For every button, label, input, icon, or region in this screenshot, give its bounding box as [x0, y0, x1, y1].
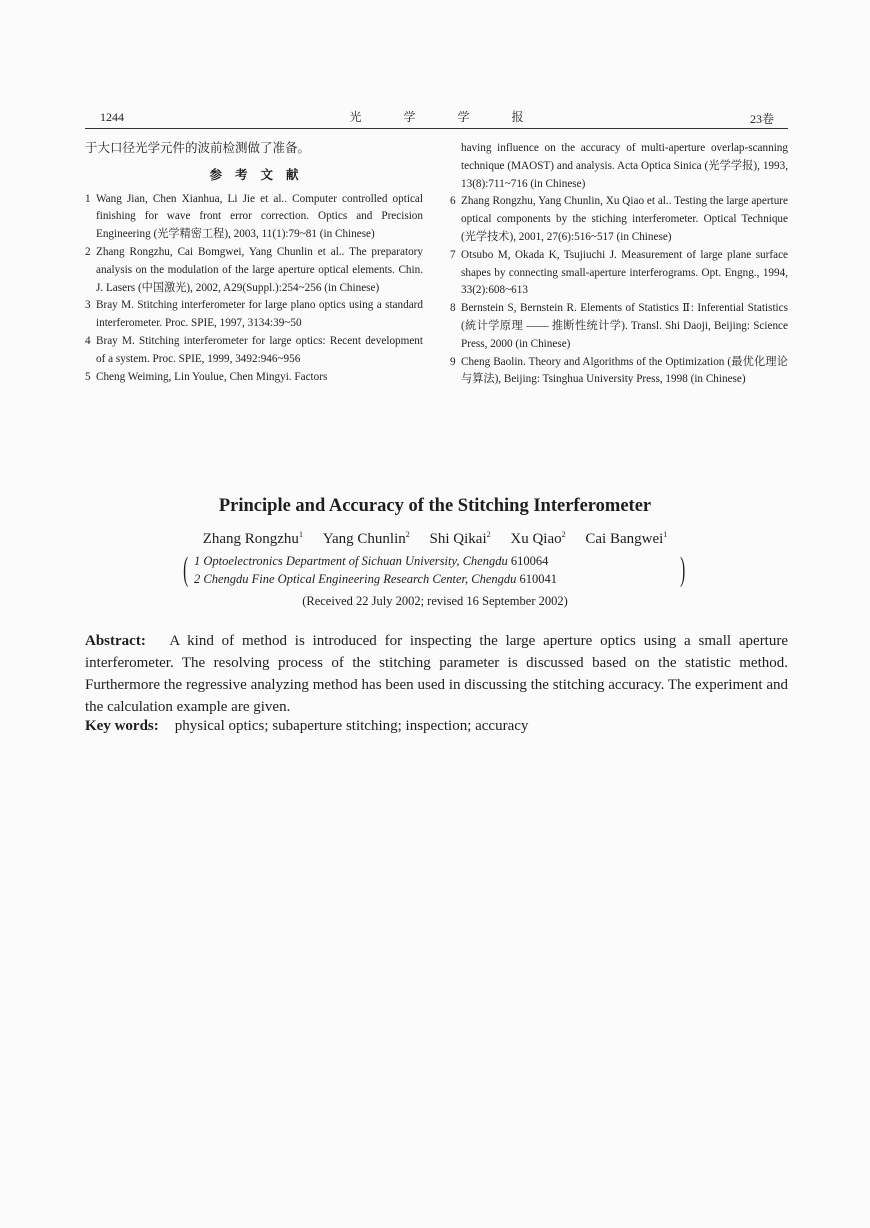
- affiliation-1: [194, 554, 548, 569]
- reference-item: [450, 300, 788, 353]
- journal-name: 光学学报: [349, 110, 566, 124]
- reference-item: [85, 244, 423, 297]
- author-affiliation-mark: 2: [561, 530, 566, 539]
- affiliations: [180, 552, 690, 592]
- author-name: Yang Chunlin: [322, 531, 406, 547]
- author-affiliation-mark: 2: [486, 530, 491, 539]
- volume-number: 23卷: [749, 112, 774, 126]
- reference-text: Otsubo M, Okada K, Tsujiuchi J. Measurement of large plane surface shapes by connecting small-aperture interferograms. Opt. Engng., 1994, 33(2):608~613: [461, 248, 788, 297]
- affiliation-name: 2 Chengdu Fine Optical Engineering Research Center, Chengdu: [194, 572, 517, 586]
- references-heading: 参考文献: [209, 167, 312, 182]
- running-header: [85, 106, 788, 129]
- left-paren: (: [183, 551, 189, 588]
- postal-code: 610064: [510, 554, 549, 568]
- author: [430, 531, 491, 547]
- reference-item: [85, 333, 423, 369]
- reference-number: 7: [450, 248, 456, 261]
- reference-text: Wang Jian, Chen Xianhua, Li Jie et al.. Computer controlled optical finishing for wave front error correction. Optics and Precision Engineering (光学精密工程), 2003, 11(1):79~81 (in Chinese): [96, 192, 423, 241]
- reference-continuation: [450, 140, 788, 193]
- author-list: [0, 530, 870, 548]
- reference-text: Zhang Rongzhu, Cai Bomgwei, Yang Chunlin et al.. The preparatory analysis on the modulation of the large aperture optical elements. Chin. J. Lasers (中国激光), 2002, A29(Suppl.):254~256 (in Chinese): [96, 245, 423, 294]
- author-affiliation-mark: 1: [663, 530, 668, 539]
- reference-item: [85, 369, 423, 387]
- author: [510, 531, 565, 547]
- reference-text: Cheng Weiming, Lin Youlue, Chen Mingyi. Factors: [96, 370, 328, 383]
- reference-item: [450, 354, 788, 390]
- reference-text: Bernstein S, Bernstein R. Elements of Statistics Ⅱ: Inferential Statistics (統计学原理 —— 推断性统计学). Transl. Shi Daoji, Beijing: Science Press, 2000 (in Chinese): [461, 302, 788, 350]
- english-title: Principle and Accuracy of the Stitching Interferometer: [218, 496, 652, 516]
- reference-number: 1: [85, 192, 91, 205]
- right-paren: ): [679, 551, 685, 588]
- reference-number: 4: [85, 334, 91, 347]
- affiliation-2: [194, 572, 557, 587]
- reference-text: Bray M. Stitching interferometer for large optics: Recent development of a system. Proc. SPIE, 1999, 3492:946~956: [96, 334, 423, 365]
- reference-number: 8: [450, 302, 456, 315]
- abstract: [85, 630, 788, 718]
- reference-text: having influence on the accuracy of multi-aperture overlap-scanning technique (MAOST) and analysis. Acta Optica Sinica (光学学报), 1993, 13(8):711~716 (in Chinese): [461, 142, 788, 190]
- postal-code: 610041: [519, 572, 558, 586]
- reference-item: [450, 247, 788, 300]
- keywords-label: Key words:: [85, 718, 159, 734]
- author-name: Zhang Rongzhu: [202, 531, 299, 547]
- reference-number: 5: [85, 370, 91, 383]
- keywords-text: physical optics; subaperture stitching; inspection; accuracy: [174, 718, 529, 734]
- keywords: [85, 718, 788, 735]
- author-name: Shi Qikai: [429, 531, 487, 547]
- author-affiliation-mark: 1: [298, 530, 303, 539]
- page-number: 1244: [100, 110, 124, 124]
- reference-number: 2: [85, 245, 91, 258]
- reference-number: 9: [450, 355, 456, 368]
- reference-item: [450, 193, 788, 246]
- reference-number: 3: [85, 299, 91, 312]
- right-column: [450, 140, 788, 389]
- reference-number: 6: [450, 195, 456, 208]
- reference-item: [85, 191, 423, 244]
- abstract-text: A kind of method is introduced for inspecting the large aperture optics using a small aperture interferometer. The resolving process of the stitching parameter is discussed based on the statistic method. Furthermore the regressive analyzing method has been used in discussing the stitching accuracy. The experiment and the calculation example are given.: [85, 633, 789, 715]
- left-column: [85, 140, 423, 386]
- author-affiliation-mark: 2: [405, 530, 410, 539]
- author-name: Cai Bangwei: [585, 531, 664, 547]
- author: [323, 531, 410, 547]
- author: [585, 531, 667, 547]
- abstract-label: Abstract:: [85, 633, 146, 649]
- author-name: Xu Qiao: [510, 531, 562, 547]
- reference-text: Cheng Baolin. Theory and Algorithms of the Optimization (最优化理论与算法), Beijing: Tsinghua University Press, 1998 (in Chinese): [461, 355, 788, 386]
- author: [203, 531, 303, 547]
- received-dates: (Received 22 July 2002; revised 16 September 2002): [302, 594, 568, 608]
- intro-line: 于大口径光学元件的波前检测做了准备。: [85, 141, 311, 155]
- affiliation-name: 1 Optoelectronics Department of Sichuan University, Chengdu: [194, 554, 508, 568]
- reference-text: Bray M. Stitching interferometer for large plano optics using a standard interferometer. Proc. SPIE, 1997, 3134:39~50: [96, 299, 423, 330]
- reference-item: [85, 297, 423, 333]
- reference-text: Zhang Rongzhu, Yang Chunlin, Xu Qiao et al.. Testing the large aperture optical components by the stiching interferometer. Optical Technique (光学技术), 2001, 27(6):516~517 (in Chinese): [461, 195, 788, 243]
